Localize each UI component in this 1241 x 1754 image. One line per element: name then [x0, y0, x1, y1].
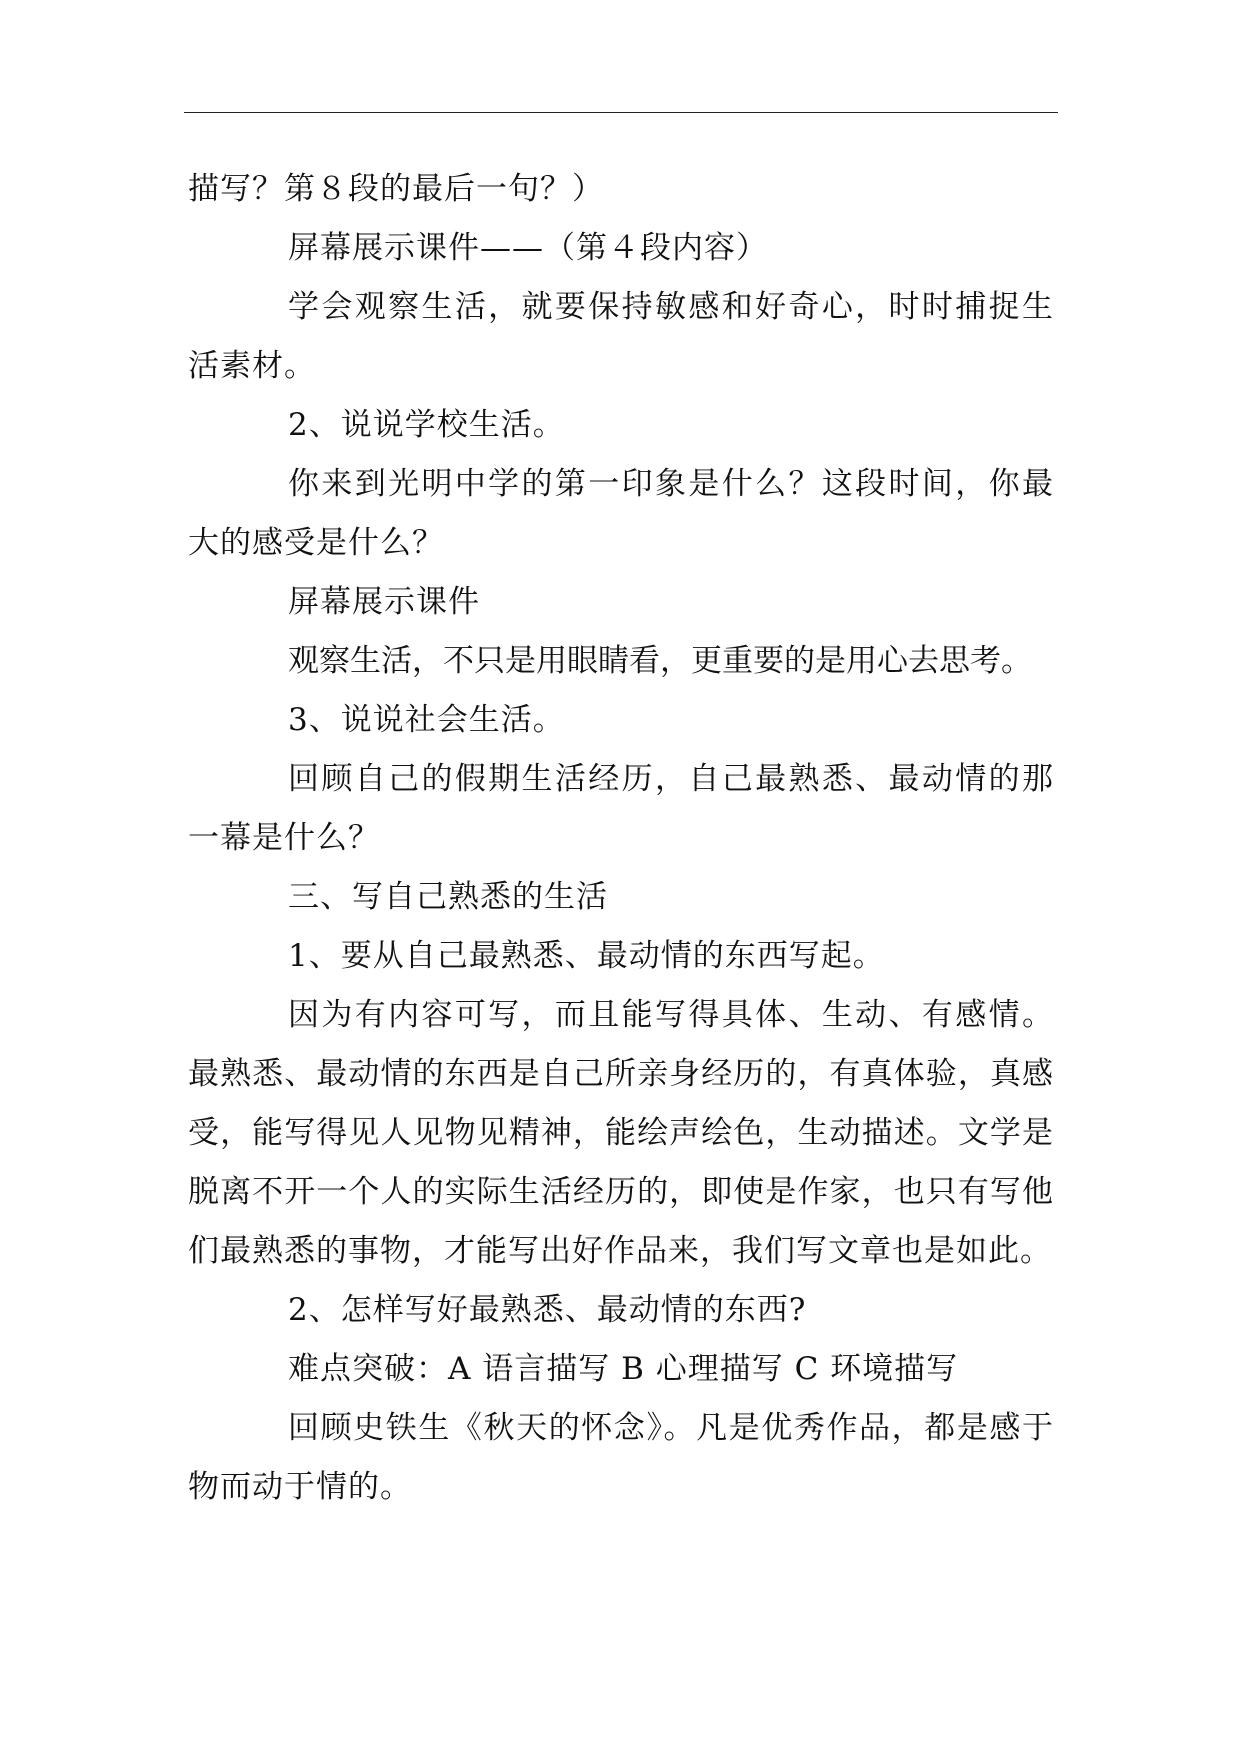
paragraph: 观察生活，不只是用眼睛看，更重要的是用心去思考。 — [288, 643, 1032, 679]
paragraph: 回顾自己的假期生活经历，自己最熟悉、最动情的那一幕是什么？ — [188, 761, 1054, 856]
paragraph-heading: 2、怎样写好最熟悉、最动情的东西? — [288, 1292, 807, 1328]
paragraph: 你来到光明中学的第一印象是什么？这段时间，你最大的感受是什么？ — [188, 466, 1054, 561]
section-heading: 三、写自己熟悉的生活 — [288, 879, 608, 915]
paragraph-continuation: 描写？第８段的最后一句？） — [188, 171, 604, 207]
paragraph: 因为有内容可写，而且能写得具体、生动、有感情。最熟悉、最动情的东西是自己所亲身经历的，有真体验，真感受，能写得见人见物见精神，能绘声绘色，生动描述。文学是脱离不开一个人的实际生活经历的，即使是作家，也只有写他们最熟悉的事物，才能写出好作品来，我们写文章也是如此。 — [188, 997, 1054, 1269]
document-body — [188, 160, 1054, 1517]
paragraph: 难点突破：A 语言描写 B 心理描写 C 环境描写 — [288, 1351, 959, 1387]
paragraph: 回顾史铁生《秋天的怀念》。凡是优秀作品，都是感于物而动于情的。 — [188, 1410, 1054, 1505]
header-rule — [184, 112, 1058, 113]
paragraph: 屏幕展示课件——（第４段内容） — [288, 230, 768, 266]
paragraph-heading: 3、说说社会生活。 — [288, 702, 565, 738]
paragraph: 学会观察生活，就要保持敏感和好奇心，时时捕捉生活素材。 — [188, 289, 1054, 384]
paragraph: 屏幕展示课件 — [288, 584, 480, 620]
paragraph-heading: 1、要从自己最熟悉、最动情的东西写起。 — [288, 938, 885, 974]
paragraph-heading: 2、说说学校生活。 — [288, 407, 565, 443]
